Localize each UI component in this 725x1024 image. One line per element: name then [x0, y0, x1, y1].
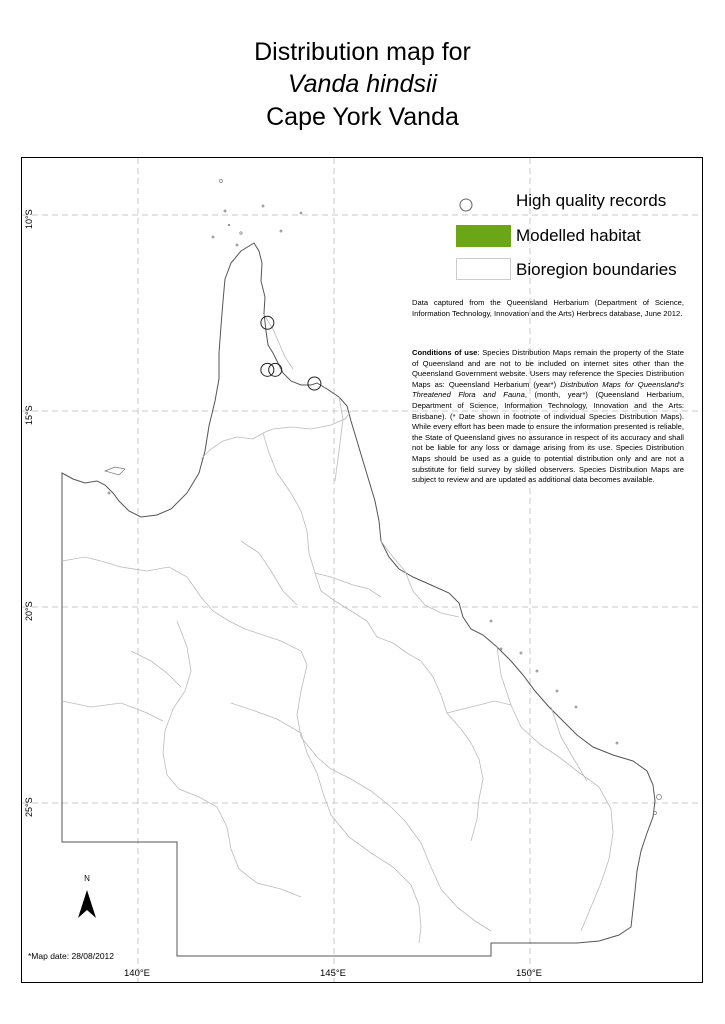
- map-frame: [21, 157, 703, 983]
- legend-record-symbol: [456, 195, 476, 215]
- map-title-common-name: Cape York Vanda: [266, 103, 459, 131]
- conditions-text-italic: Distribution Maps for Queensland's Threatened Flora and Fauna: [412, 379, 685, 400]
- map-title-line1: Distribution map for: [254, 38, 471, 66]
- records-layer: [261, 316, 321, 390]
- conditions-of-use-note: [412, 348, 684, 486]
- lat-label-15: 15°S: [24, 405, 34, 425]
- legend-label-bioregion: Bioregion boundaries: [516, 260, 677, 279]
- lon-label-140: 140°E: [124, 968, 150, 979]
- record-point-1: [261, 316, 274, 329]
- north-label: N: [84, 874, 90, 883]
- lon-label-145: 145°E: [320, 968, 346, 979]
- lat-label-10: 10°S: [24, 209, 34, 229]
- conditions-text-part1: : Species Distribution Maps remain the property of the State of Queensland and are not to be included on internet sites other than the Queensland Government website. Users may reference the Species Distribution Maps as: Queensland Herbarium (year*): [412, 348, 684, 389]
- lat-label-20: 20°S: [24, 601, 34, 621]
- legend-bioregion-swatch: [456, 258, 511, 280]
- record-point-2: [261, 363, 274, 376]
- conditions-heading: Conditions of use: [412, 348, 478, 357]
- map-date: *Map date: 28/08/2012: [28, 951, 115, 961]
- map-canvas: [22, 158, 703, 983]
- lat-label-25: 25°S: [24, 797, 34, 817]
- record-point-3: [269, 363, 282, 376]
- north-arrow-icon: [76, 888, 98, 920]
- data-source-note: Data captured from the Queensland Herbarium (Department of Science, Information Technology, Innovation and the Arts) Herbrecs database, June 2012.: [412, 298, 684, 318]
- conditions-text-part2: , (month, year*) (Queensland Herbarium, Department of Science, Information Technology, Innovation and the Arts: Brisbane). (* Date shown in footnote of individual Species Distribution Maps). While every effort has been made to ensure the information presented is reliable, the State of Queensland gives no assurance in respect of its accuracy and shall not be liable for any loss or damage arising from its use. Species Distribution Maps should be used as a guide to potential distribution only and are not a substitute for field survey by skilled observers. Species Distribution Maps are subject to review and are updated as additional data becomes available.: [412, 390, 684, 485]
- map-title-species: Vanda hindsii: [287, 70, 438, 98]
- graticule: [22, 158, 703, 983]
- lon-label-150: 150°E: [516, 968, 542, 979]
- legend-habitat-swatch: [456, 225, 511, 247]
- legend-label-records: High quality records: [516, 191, 667, 210]
- legend-label-habitat: Modelled habitat: [516, 226, 641, 245]
